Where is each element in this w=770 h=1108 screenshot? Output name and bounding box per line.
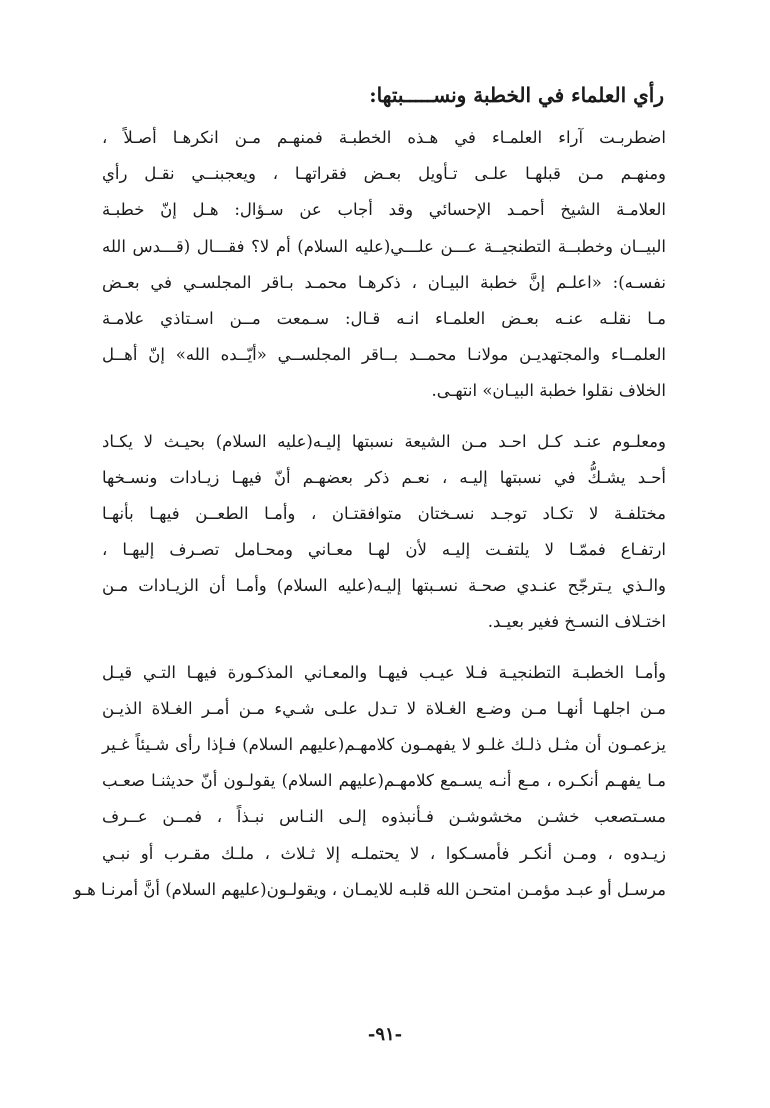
paragraph-1	[102, 120, 666, 410]
text-line: والـذي يـترجّح عنـدي صحـة نسـبتها إليـه(عليه السلام) وأمـا أن الزيـادات مـن	[102, 576, 666, 596]
paragraph-3	[73, 655, 666, 908]
text-line: يزعمـون أن مثـل ذلـك غلـو لا يفهمـون كلامهـم(عليهم السلام) فـإذا رأى شـيئاً غـير	[102, 735, 666, 754]
text-line: مختلفـة لا تكـاد توجـد نسـختان متوافقتـان ، وأمـا الطعــن فيهـا بأنهـا	[102, 503, 666, 523]
section-heading: رأي العلماء في الخطبة ونســـــبتها:	[369, 83, 664, 107]
text-line: مسـتصعب خشـن مخشوشـن فـأنبذوه إلـى النـاس نبـذاً ، فمــن عــرف	[102, 807, 666, 827]
text-line: مـا يفهـم أنكـره ، مـع أنـه يسـمع كلامهـم(عليهم السلام) يقولـون أنّ حديثنـا صعـب	[102, 771, 666, 791]
text-line: وأمـا الخطبـة التطنجيـة فـلا عيـب فيهـا والمعـاني المذكـورة فيهـا التـي قيـل	[102, 662, 666, 682]
text-line: اضطربـت آراء العلمـاء في هـذه الخطبـة فمنهـم مـن انكرهـا أصـلاً ،	[102, 128, 666, 147]
text-line: ومعلـوم عنـد كـل احـد مـن الشيعة نسبتها إليـه(عليه السلام) بحيـث لا يكـاد	[102, 431, 666, 451]
text-line: أحـد يشـكُّ في نسبتها إليـه ، نعـم ذكر بعضهـم أنّ فيهـا زيـادات ونسـخها	[102, 467, 666, 487]
text-line: العلامـة الشيخ أحمـد الإحسائي وقد أجاب عن سـؤال: هـل إنّ خطبـة	[102, 200, 666, 220]
text-line: زيـدوه ، ومـن أنكـر فأمسـكوا ، لا يحتملـه إلا ثـلاث ، ملـك مقـرب أو نبـي	[102, 843, 666, 863]
paragraph-gap	[102, 410, 666, 424]
text-line: مرسـل أو عبـد مؤمـن امتحـن الله قلبـه للايمـان ، ويقولـون(عليهم السلام) أنَّ أمرنـا هـو	[73, 879, 666, 899]
paragraph-gap	[102, 641, 666, 655]
text-line: العلمــاء والمجتهديـن مولانـا محمــد بــاقر المجلســي «أيّــده الله» إنّ أهــل	[102, 345, 666, 365]
text-line: مـن اجلهـا أنهـا مـن وضـع الغـلاة لا تـدل علـى شـيء مـن أمـر الغـلاة الذيـن	[102, 698, 666, 718]
text-line: نفسـه): «اعلـم إنَّ خطبة البيـان ، ذكرهـا محمـد بـاقر المجلسـي في بعـض	[102, 272, 666, 292]
text-line: ومنهـم مـن قبلهـا علـى تـأويل بعـض فقراتهـا ، ويعجبنــي نقـل رأي	[102, 164, 666, 184]
paragraph-2	[102, 424, 666, 641]
text-line: البيــان وخطبــة التطنجيــة عـــن علـــي(عليه السلام) أم لا؟ فقـــال (قـــدس الله	[102, 236, 666, 256]
text-line: ارتفـاع فممّـا لا يلتفـت إليـه لأن لهـا معـاني ومحـامل تصـرف إليهـا ،	[102, 540, 666, 560]
text-line: مـا نقلـه عنـه بعـض العلمـاء انـه قـال: سـمعت مــن اسـتاذي علامـة	[102, 308, 666, 328]
body-text	[73, 120, 666, 908]
page-number: -٩١-	[367, 1024, 403, 1045]
text-line: اختـلاف النسـخ فغير بعيـد.	[487, 612, 666, 632]
text-line: الخلاف نقلوا خطبة البيـان» انتهـى.	[431, 381, 666, 401]
